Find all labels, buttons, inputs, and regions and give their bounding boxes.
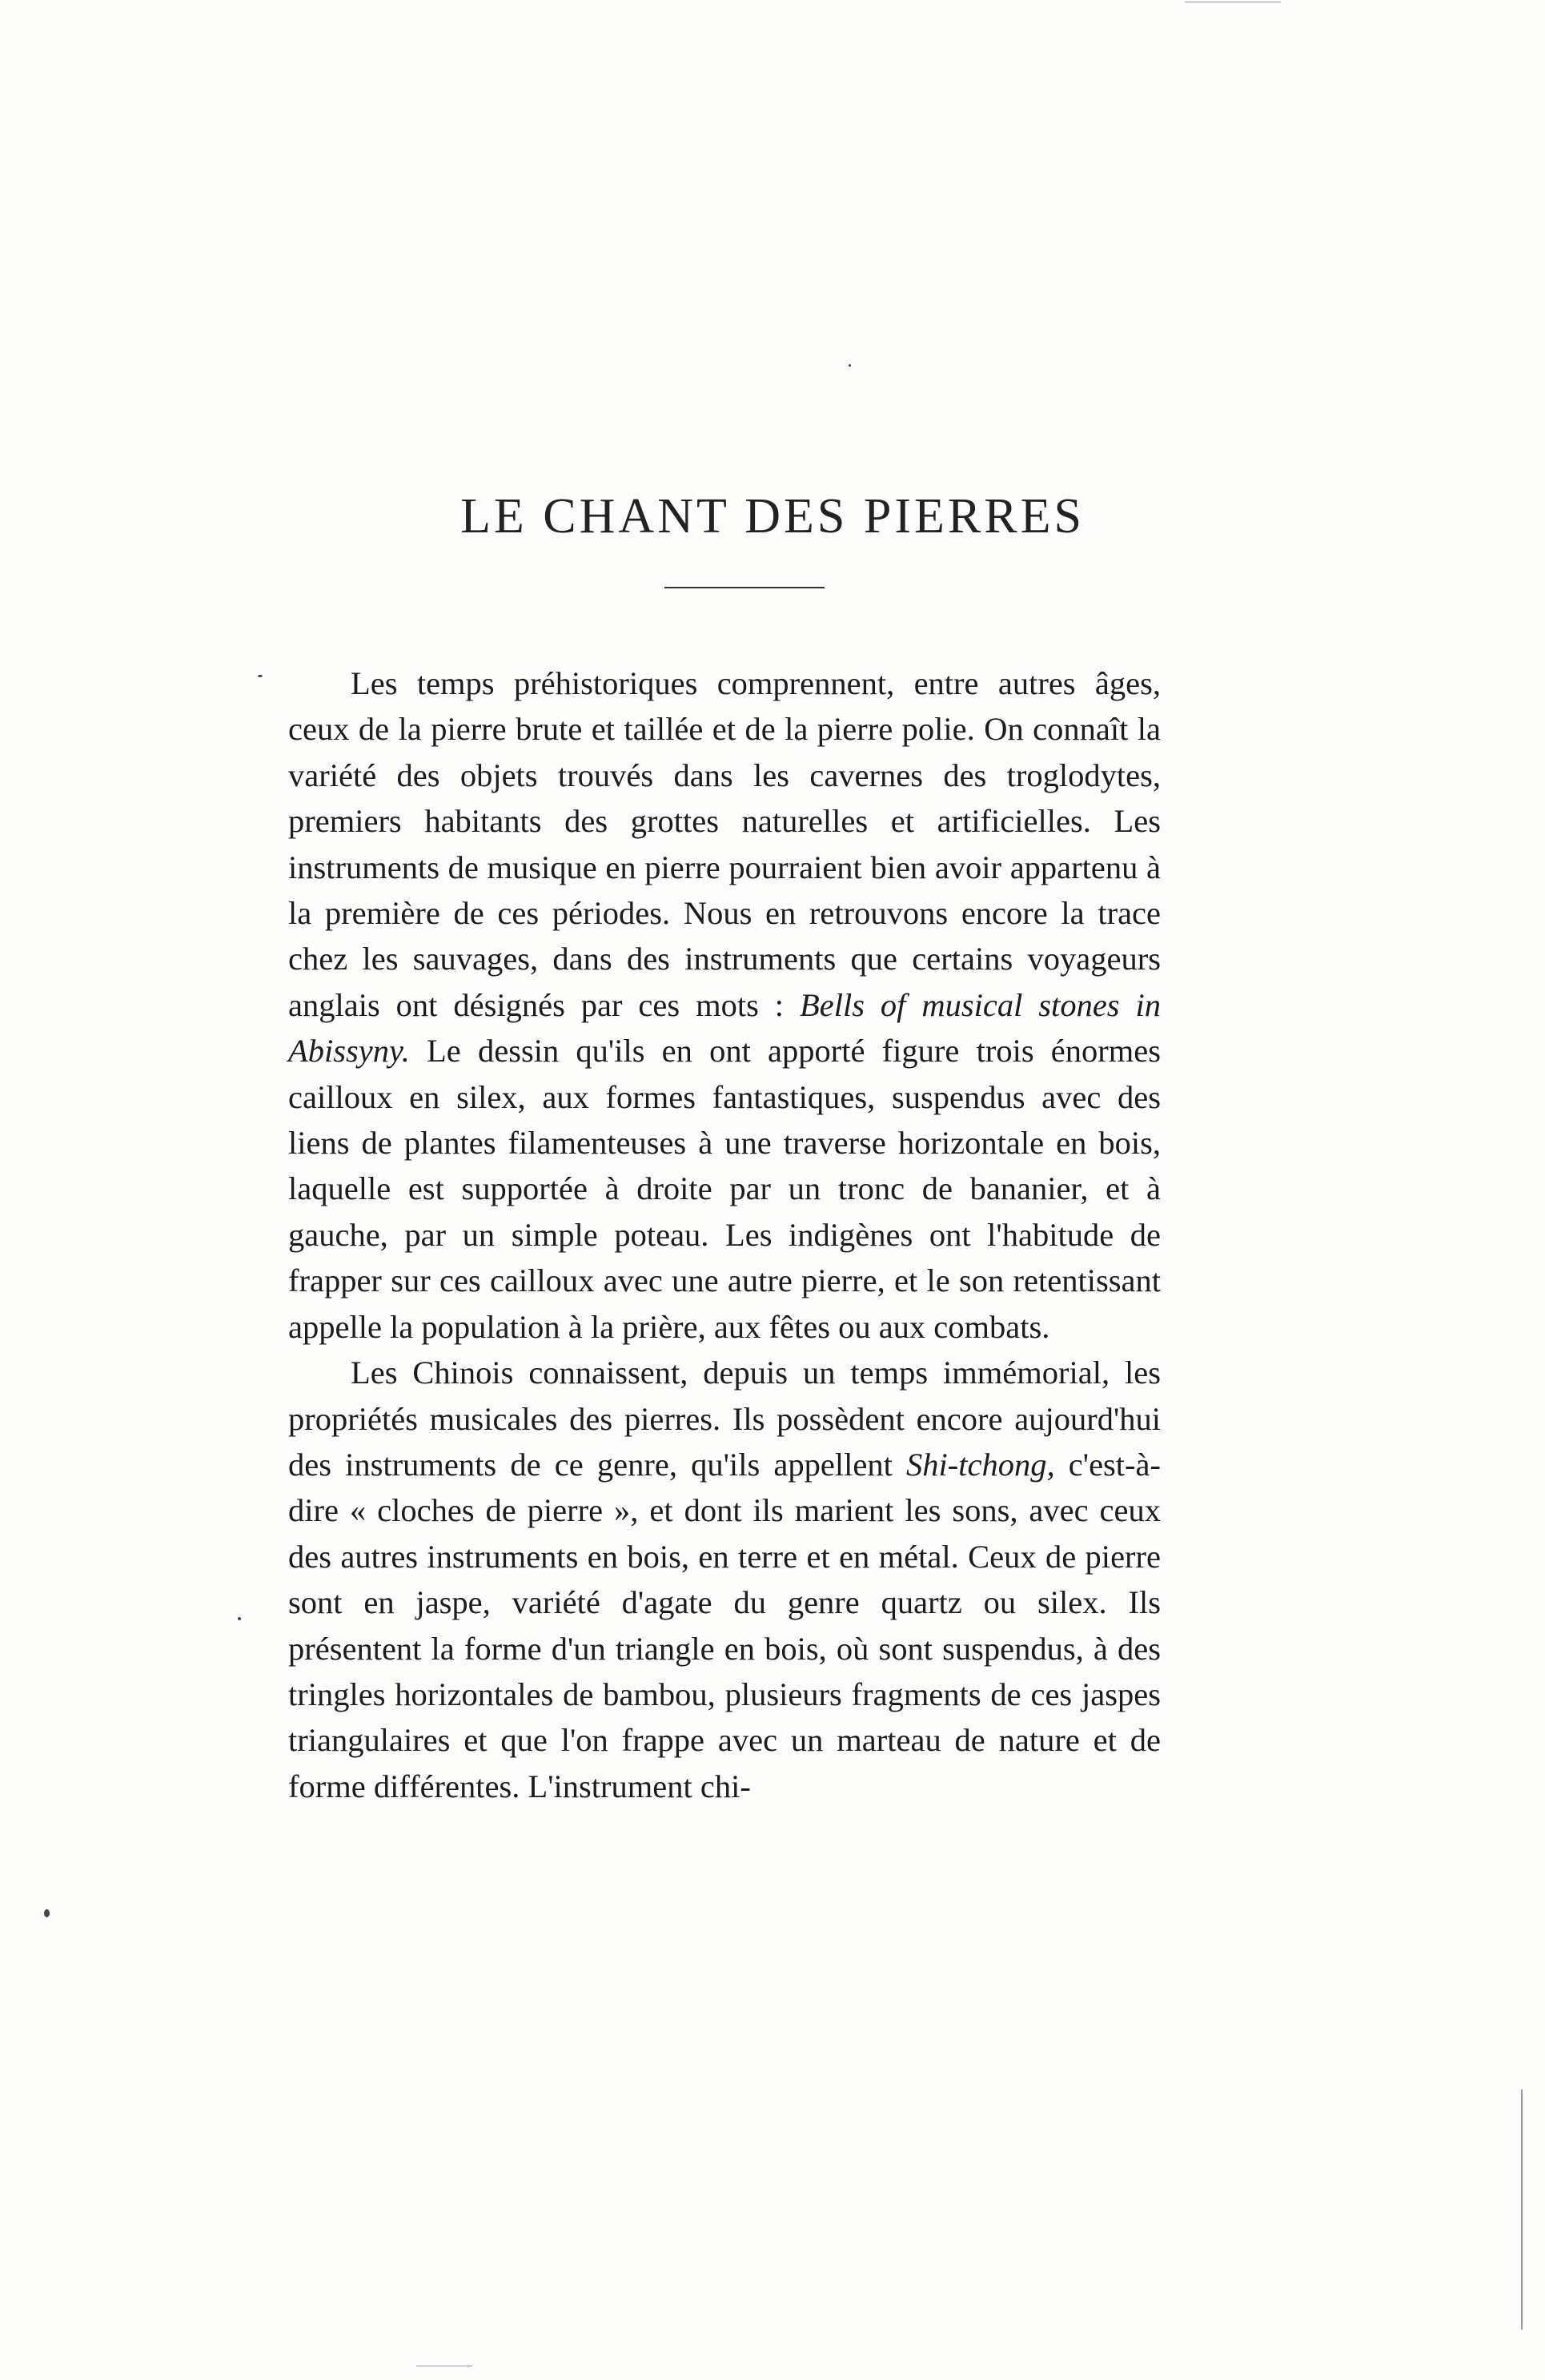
body-text xyxy=(288,660,1161,1809)
scan-speck xyxy=(44,1909,50,1917)
paragraph-2-text-a: Les Chinois connaissent, depuis un temps immémorial, les propriétés musicales des pierres. Ils possèdent encore aujourd'hui des instruments de ce genre, qu'ils appellent xyxy=(288,1355,1161,1483)
paragraph-2-text-b: c'est-à-dire « cloches de pierre », et dont ils marient les sons, avec ceux des autres instruments en bois, en terre et en métal. Ceux de pierre sont en jaspe, variété d'agate du genre quartz ou silex. Ils présentent la forme d'un triangle en bois, où sont suspendus, à des tringles horizontales de bambou, plusieurs fragments de ces jaspes triangulaires et que l'on frappe avec un marteau de nature et de forme différentes. L'instrument chi- xyxy=(288,1446,1162,1804)
scan-edge-mark xyxy=(1521,2089,1523,2330)
paragraph-1-text-a: Les temps préhistoriques comprennent, entre autres âges, ceux de la pierre brute et taillée et de la pierre polie. On connaît la variété des objets trouvés dans les cavernes des troglodytes, premiers habitants des grottes naturelles et artificielles. Les instruments de musique en pierre pourraient bien avoir appartenu à la première de ces périodes. Nous en retrouvons encore la trace chez les sauvages, dans des instruments que certains voyageurs anglais ont désignés par ces mots : xyxy=(288,665,1161,1023)
paragraph-1-italic: Bells of musical stones in Abissyny. xyxy=(288,986,1161,1070)
chapter-title: LE CHANT DES PIERRES xyxy=(460,489,1085,544)
title-divider xyxy=(664,587,825,588)
paragraph-2-italic: Shi-tchong, xyxy=(906,1446,1055,1483)
scan-speck xyxy=(238,1617,241,1620)
paragraph-1-text-b: Le dessin qu'ils en ont apporté figure trois énormes cailloux en silex, aux formes fantastiques, suspendus avec des liens de plantes filamenteuses à une traverse horizontale en bois, laquelle est supportée à droite par un tronc de bananier, et à gauche, par un simple poteau. Les indigènes ont l'habitude de frapper sur ces cailloux avec une autre pierre, et le son retentissant appelle la population à la prière, aux fêtes ou aux combats. xyxy=(288,1033,1161,1345)
paragraph-2 xyxy=(288,1350,1161,1809)
scan-speck xyxy=(258,675,263,677)
scan-speck xyxy=(849,364,851,367)
paragraph-1 xyxy=(288,660,1161,1350)
